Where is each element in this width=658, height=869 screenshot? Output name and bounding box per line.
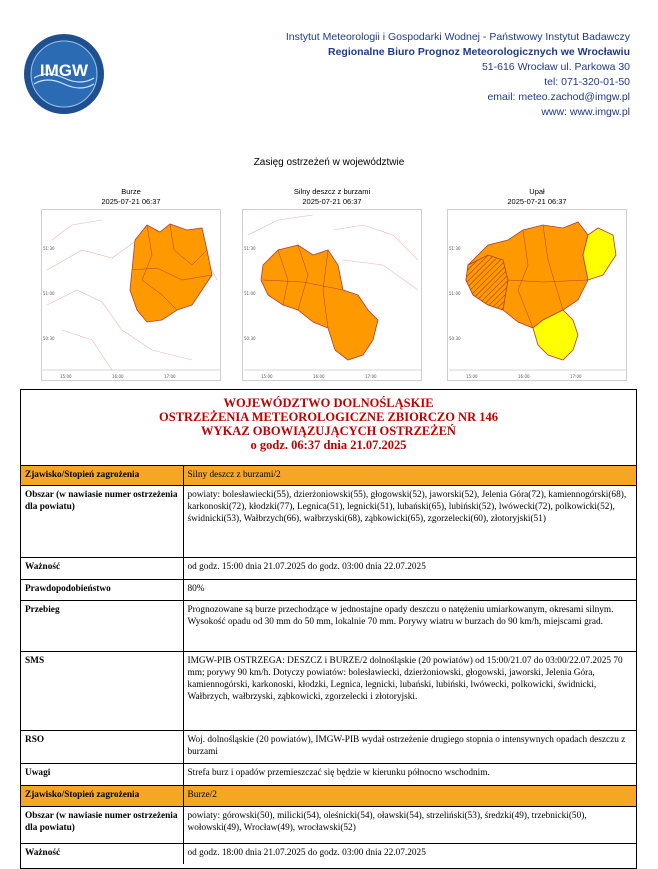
table-row	[21, 786, 636, 807]
field-label: Ważność	[21, 844, 183, 864]
office-phone: tel: 071-320-01-50	[544, 76, 630, 88]
map-silny-deszcz	[242, 187, 422, 381]
field-value: od godz. 15:00 dnia 21.07.2025 do godz. 03:00 dnia 22.07.2025	[183, 558, 636, 580]
table-row	[21, 580, 636, 601]
warning-area-hatched	[466, 255, 508, 310]
institute-name: Instytut Meteorologii i Gospodarki Wodnej - Państwowy Instytut Badawczy	[285, 31, 630, 43]
field-value: od godz. 18:00 dnia 21.07.2025 do godz. 03:00 dnia 22.07.2025	[183, 844, 636, 864]
svg-text:50:30: 50:30	[244, 336, 256, 341]
office-address: 51-616 Wrocław ul. Parkowa 30	[481, 61, 630, 73]
map-burze	[41, 187, 221, 381]
logo-text: IMGW	[39, 61, 89, 80]
svg-text:15:00: 15:00	[261, 374, 273, 379]
svg-text:51:00: 51:00	[43, 291, 55, 296]
field-label: Obszar (w nawiasie numer ostrzeżenia dla powiatu)	[21, 486, 183, 558]
field-label: Zjawisko/Stopień zagrożenia	[21, 786, 183, 807]
svg-text:51:30: 51:30	[244, 246, 256, 251]
field-value: Strefa burz i opadów przemieszczać się będzie w kierunku północno wschodnim.	[183, 764, 636, 786]
warnings-subtitle: WYKAZ OBOWIĄZUJĄCYCH OSTRZEŻEŃ	[201, 424, 456, 438]
svg-text:50:30: 50:30	[449, 336, 461, 341]
field-value: IMGW-PIB OSTRZEGA: DESZCZ i BURZE/2 dolnośląskie (20 powiatów) od 15:00/21.07 do 03:00/22.07.2025 70 mm; porywy 90 km/h. Dotyczy powiatów: bolesławiecki, dzierżoniowski, głogowski, jaworski, Jelenia Góra, kamiennogórski, karkonoski, kłodzki, Legnica, legnicki, lubański, lubiński, lwówecki, polkowicki, świdnicki, Wałbrzych, wałbrzyski, ząbkowicki, zgorzelecki i złotoryjski.	[183, 652, 636, 731]
field-value: Silny deszcz z burzami/2	[183, 466, 636, 486]
warning-area-yellow	[583, 228, 616, 280]
table-row	[21, 466, 636, 486]
office-email[interactable]: email: meteo.zachod@imgw.pl	[487, 91, 630, 103]
field-value: 80%	[183, 580, 636, 601]
field-label: Uwagi	[21, 764, 183, 786]
table-row	[21, 558, 636, 580]
table-row	[21, 486, 636, 558]
voivodeship-title: WOJEWÓDZTWO DOLNOŚLĄSKIE	[223, 396, 434, 410]
warnings-time: o godz. 06:37 dnia 21.07.2025	[250, 438, 407, 452]
svg-text:50:30: 50:30	[43, 336, 55, 341]
field-value: Woj. dolnośląskie (20 powiatów), IMGW-PIB wydał ostrzeżenie drugiego stopnia o intensywnych opadach deszczu z burzami	[183, 731, 636, 764]
table-row	[21, 807, 636, 844]
imgw-logo	[22, 32, 106, 116]
svg-text:17:00: 17:00	[570, 374, 582, 379]
map-title: Upał	[529, 187, 545, 196]
map-upal	[447, 187, 627, 381]
table-row	[21, 731, 636, 764]
table-row	[21, 764, 636, 786]
svg-text:51:00: 51:00	[449, 291, 461, 296]
table-row	[21, 601, 636, 652]
field-label: Ważność	[21, 558, 183, 580]
map-date: 2025-07-21 06:37	[507, 197, 567, 206]
field-label: SMS	[21, 652, 183, 731]
svg-text:15:00: 15:00	[60, 374, 72, 379]
warnings-header	[21, 390, 636, 465]
map-title: Silny deszcz z burzami	[293, 187, 371, 196]
table-row	[21, 652, 636, 731]
svg-text:51:00: 51:00	[244, 291, 256, 296]
warning-area	[130, 224, 212, 322]
map-title: Burze	[121, 187, 141, 196]
field-value: powiaty: górowski(50), milicki(54), oleśnicki(54), oławski(54), strzeliński(53), średzki(49), trzebnicki(50), wołowski(49), Wrocław(49), wrocławski(52)	[183, 807, 636, 844]
table-row	[21, 844, 636, 864]
svg-text:16:00: 16:00	[112, 374, 124, 379]
field-value: powiaty: bolesławiecki(55), dzierżoniowski(55), głogowski(52), jaworski(52), Jelenia Góra(72), kamiennogórski(68), karkonoski(72), kłodzki(77), Legnica(51), legnicki(51), lubański(65), lubiński(52), lwówecki(72), polkowicki(52), świdnicki(53), Wałbrzych(66), wałbrzyski(68), ząbkowicki(65), zgorzelecki(60), złotoryjski(51)	[183, 486, 636, 558]
svg-text:15:00: 15:00	[466, 374, 478, 379]
svg-text:17:00: 17:00	[365, 374, 377, 379]
maps-title: Zasięg ostrzeżeń w województwie	[253, 157, 405, 168]
svg-text:51:30: 51:30	[449, 246, 461, 251]
svg-text:16:00: 16:00	[313, 374, 325, 379]
field-label: Prawdopodobieństwo	[21, 580, 183, 601]
field-value: Prognozowane są burze przechodzące w jednostajne opady deszczu o natężeniu umiarkowanym, okresami silnym. Wysokość opadu od 30 mm do 50 mm, lokalnie 70 mm. Porywy wiatru w burzach do 90 km/h, miejscami grad.	[183, 601, 636, 652]
office-www[interactable]: www: www.imgw.pl	[541, 106, 630, 118]
map-date: 2025-07-21 06:37	[101, 197, 161, 206]
institute-header	[286, 30, 630, 120]
field-label: Zjawisko/Stopień zagrożenia	[21, 466, 183, 486]
office-name: Regionalne Biuro Prognoz Meteorologicznych we Wrocławiu	[327, 46, 630, 58]
field-label: Obszar (w nawiasie numer ostrzeżenia dla powiatu)	[21, 807, 183, 844]
field-label: RSO	[21, 731, 183, 764]
warnings-title: OSTRZEŻENIA METEOROLOGICZNE ZBIORCZO NR 146	[159, 410, 498, 424]
svg-text:17:00: 17:00	[164, 374, 176, 379]
warnings-table	[21, 465, 636, 864]
svg-text:51:30: 51:30	[43, 246, 55, 251]
svg-text:16:00: 16:00	[518, 374, 530, 379]
field-value: Burze/2	[183, 786, 636, 807]
warnings-box	[20, 389, 637, 869]
map-date: 2025-07-21 06:37	[302, 197, 362, 206]
field-label: Przebieg	[21, 601, 183, 652]
